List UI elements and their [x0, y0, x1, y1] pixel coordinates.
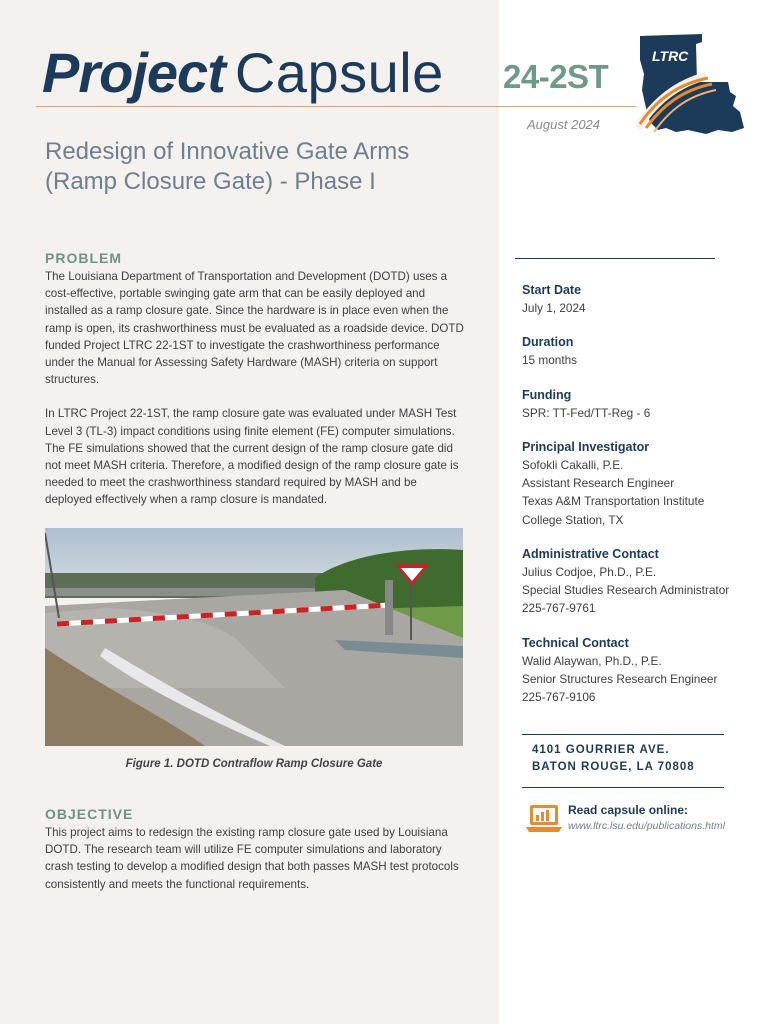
sidebar-top-rule	[515, 258, 715, 259]
funding-value: SPR: TT-Fed/TT-Reg - 6	[522, 406, 651, 420]
pi-organization: Texas A&M Transportation Institute	[522, 494, 705, 509]
page-title	[45, 137, 485, 197]
address-top-rule	[522, 734, 724, 735]
admin-label: Administrative Contact	[522, 547, 659, 561]
tech-name: Walid Alaywan, Ph.D., P.E.	[522, 654, 662, 668]
start-date-value: July 1, 2024	[522, 301, 586, 315]
admin-title: Special Studies Research Administrator	[522, 583, 730, 598]
pi-title: Assistant Research Engineer	[522, 476, 675, 491]
read-online-link[interactable]: www.ltrc.lsu.edu/publications.html	[568, 820, 725, 832]
problem-body	[45, 268, 465, 509]
publication-date: August 2024	[527, 117, 601, 132]
ramp-closure-gate-photo	[45, 528, 463, 746]
objective-body: This project aims to redesign the existing ramp closure gate used by Louisiana DOTD. The research team will utilize FE computer simulations and laboratory crash testing to develop a modified design that both passes MASH test protocols consistently and meets the functional requirements.	[45, 826, 459, 891]
start-date-block	[522, 282, 752, 317]
brand-bold: Project	[42, 41, 225, 104]
figure-caption: Figure 1. DOTD Contraflow Ramp Closure Gate	[125, 758, 383, 770]
pi-location: College Station, TX	[522, 512, 624, 527]
brand-wordmark	[42, 38, 444, 108]
logo-text: LTRC	[652, 48, 689, 64]
duration-block	[522, 334, 752, 369]
address-line: 4101 GOURRIER AVE.	[532, 744, 670, 756]
duration-label: Duration	[522, 335, 574, 349]
admin-name: Julius Codjoe, Ph.D., P.E.	[522, 565, 657, 579]
duration-value: 15 months	[522, 353, 578, 367]
title-line: Redesign of Innovative Gate Arms	[45, 138, 410, 165]
start-date-label: Start Date	[522, 283, 582, 297]
address	[532, 742, 695, 776]
objective-heading: OBJECTIVE	[45, 806, 134, 822]
pi-label: Principal Investigator	[522, 440, 650, 454]
brand-light: Capsule	[234, 41, 444, 104]
project-number: 24-2ST	[503, 58, 609, 95]
laptop-chart-icon[interactable]	[526, 803, 562, 835]
principal-investigator-block	[522, 439, 752, 529]
problem-paragraph: The Louisiana Department of Transportation and Development (DOTD) uses a cost-effective, portable swinging gate arm that can be easily deployed and installed as a ramp closure gate. Since the hardware is in place even when the ramp is open, its crashworthiness must be evaluated as a roadside device. DOTD funded Project LTRC 22-1ST to investigate the crashworthiness performance under the Manual for Assessing Safety Hardware (MASH) criteria on support structures.	[45, 270, 464, 387]
ltrc-louisiana-logo	[636, 32, 744, 138]
tech-title: Senior Structures Research Engineer	[522, 672, 718, 687]
funding-label: Funding	[522, 388, 572, 402]
tech-label: Technical Contact	[522, 636, 629, 650]
tech-phone: 225-767-9106	[522, 690, 596, 705]
problem-paragraph: In LTRC Project 22-1ST, the ramp closure gate was evaluated under MASH Test Level 3 (TL-3) impact conditions using finite element (FE) computer simulations. The FE simulations showed that the current design of the ramp closure gate did not meet MASH criteria. Therefore, a modified design of the ramp closure gate is needed to meet the crashworthiness standard required by MASH and be deployed effectively when a ramp closure is mandated.	[45, 407, 459, 507]
administrative-contact-block	[522, 546, 752, 618]
admin-phone: 225-767-9761	[522, 601, 596, 616]
funding-block	[522, 387, 752, 422]
title-line: (Ramp Closure Gate) - Phase I	[45, 168, 376, 195]
technical-contact-block	[522, 635, 752, 707]
address-bottom-rule	[522, 787, 724, 788]
pi-name: Sofokli Cakalli, P.E.	[522, 458, 624, 472]
problem-heading: PROBLEM	[45, 250, 122, 266]
read-online-label[interactable]: Read capsule online:	[568, 803, 689, 817]
header-rule	[36, 106, 636, 107]
address-line: BATON ROUGE, LA 70808	[532, 761, 695, 773]
